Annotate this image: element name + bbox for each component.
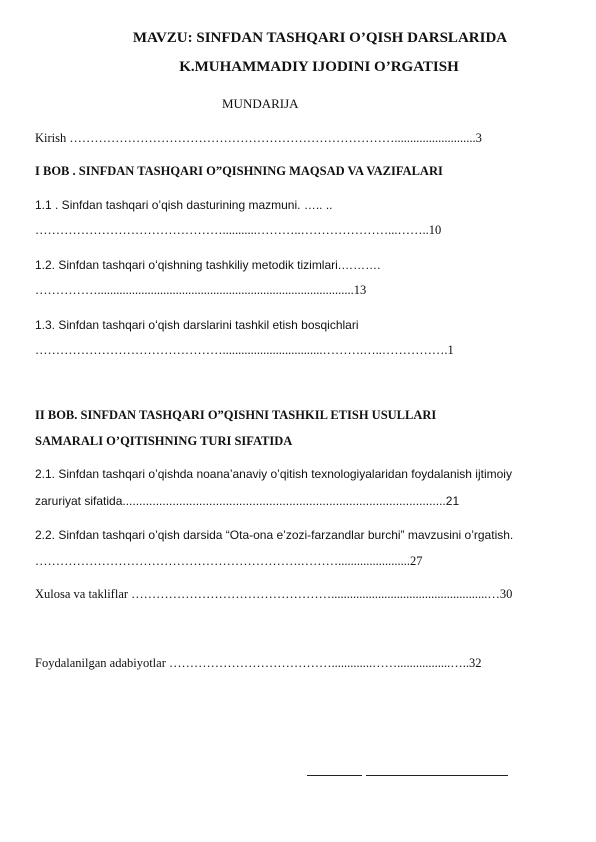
toc-section-2-1-leader: zaruriyat sifatida.................................................................................................21 <box>35 494 460 508</box>
toc-chapter1-heading: I BOB . SINFDAN TASHQARI O”QISHNING MAQSAD VA VAZIFALARI <box>35 164 443 178</box>
document-title-line2: K.MUHAMMADIY IJODINI O’RGATISH <box>179 59 459 75</box>
toc-intro: Kirish ……………………………………………………………………..........................3 <box>35 131 482 145</box>
signature-line-long <box>366 775 508 776</box>
toc-section-2-2: 2.2. Sinfdan tashqari o’qish darsida “Ota-ona e’zozi-farzandlar burchi” mavzusini o’rgatish. <box>35 528 514 542</box>
toc-chapter2-heading-line1: II BOB. SINFDAN TASHQARI O”QISHNI TASHKIL ETISH USULLARI <box>35 408 437 422</box>
toc-chapter2-heading-line2: SAMARALI O’QITISHNING TURI SIFATIDA <box>35 434 293 448</box>
contents-heading: MUNDARIJA <box>222 96 299 111</box>
toc-section-1-2-leader: ……………..................................................................................13 <box>35 283 367 297</box>
toc-references: Foydalanilgan adabiyotlar ………………………………….............…….................…..32 <box>35 656 482 670</box>
toc-section-2-1: 2.1. Sinfdan tashqari o’qishda noana’anaviy o’qitish texnologiyalaridan foydalanish ijtimoiy <box>35 467 512 481</box>
toc-section-1-1-leader: ………………………………………...........………..…………………...……..10 <box>35 223 442 237</box>
toc-section-1-1: 1.1 . Sinfdan tashqari o’qish dasturining mazmuni. ….. .. <box>35 198 333 212</box>
toc-conclusion: Xulosa va takliflar …………………………………………..................................................…30 <box>35 587 513 601</box>
document-title-line1: MAVZU: SINFDAN TASHQARI O’QISH DARSLARIDA <box>132 30 508 46</box>
toc-section-1-3-leader: ………………………………………................................……….…..…………….1 <box>35 343 454 357</box>
toc-section-1-3: 1.3. Sinfdan tashqari oʻqish darslarini tashkil etish bosqichlari <box>35 318 359 332</box>
toc-section-1-2: 1.2. Sinfdan tashqari oʻqishning tashkiliy metodik tizimlari.………. <box>35 258 381 272</box>
toc-section-2-2-leader: ……………………………………………………….……….......................27 <box>35 554 423 568</box>
signature-line-short <box>307 775 362 776</box>
